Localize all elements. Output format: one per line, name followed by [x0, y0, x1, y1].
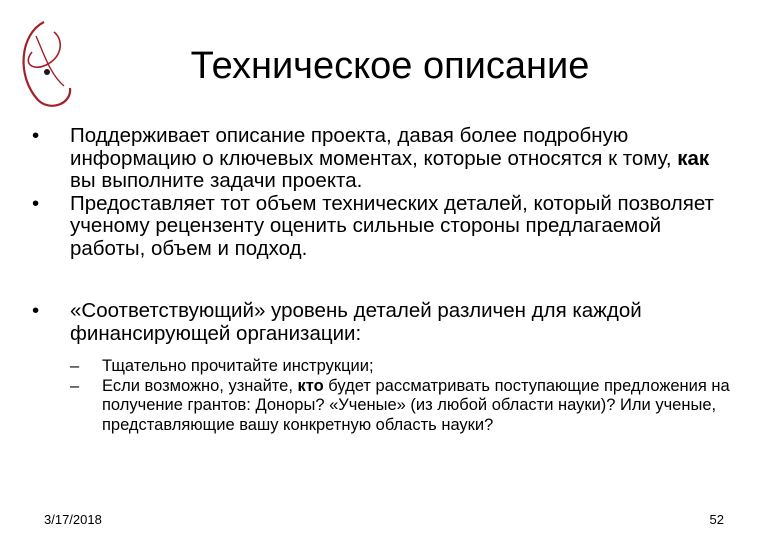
bullet-text: «Соответствующий» уровень деталей различен для каждой финансирующей организации: — [70, 299, 642, 345]
footer-date: 3/17/2018 — [44, 512, 102, 527]
sub-bullet-text: Тщательно прочитайте инструкции; — [102, 357, 374, 375]
bullet-marker: • — [32, 124, 40, 147]
bullet-marker: • — [32, 299, 40, 322]
sub-bullet-marker: – — [70, 357, 80, 375]
bullet-list — [30, 125, 730, 435]
sub-bullet-marker: – — [70, 376, 80, 395]
bullet-item — [30, 193, 730, 261]
page-number: 52 — [709, 512, 724, 527]
bullet-text: Предоставляет тот объем технических деталей, который позволяет ученому рецензенту оценить сильные стороны предлагаемой работы, объем и подход. — [70, 191, 714, 260]
slide-title: Техническое описание — [190, 45, 590, 87]
bold-word: как — [677, 146, 710, 170]
bullet-text: Поддерживает описание проекта, давая более подробную информацию о ключевых моментах, которые относятся к тому, как вы выполните задачи проекта. — [70, 124, 710, 192]
sub-bullet-list — [70, 357, 730, 435]
bullet-item — [30, 125, 730, 193]
bullet-marker: • — [32, 191, 40, 215]
swirl-logo-icon — [14, 14, 76, 114]
sub-bullet-item — [70, 357, 730, 377]
bold-word: кто — [297, 376, 324, 395]
sub-bullet-text: Если возможно, узнайте, кто будет рассматривать поступающие предложения на получение грантов: Доноры? «Ученые» (из любой области науки)? Или ученые, представляющие вашу конкретную область науки? — [102, 376, 730, 434]
logo — [14, 14, 76, 114]
bullet-item — [30, 300, 730, 435]
sub-bullet-item — [70, 377, 730, 436]
